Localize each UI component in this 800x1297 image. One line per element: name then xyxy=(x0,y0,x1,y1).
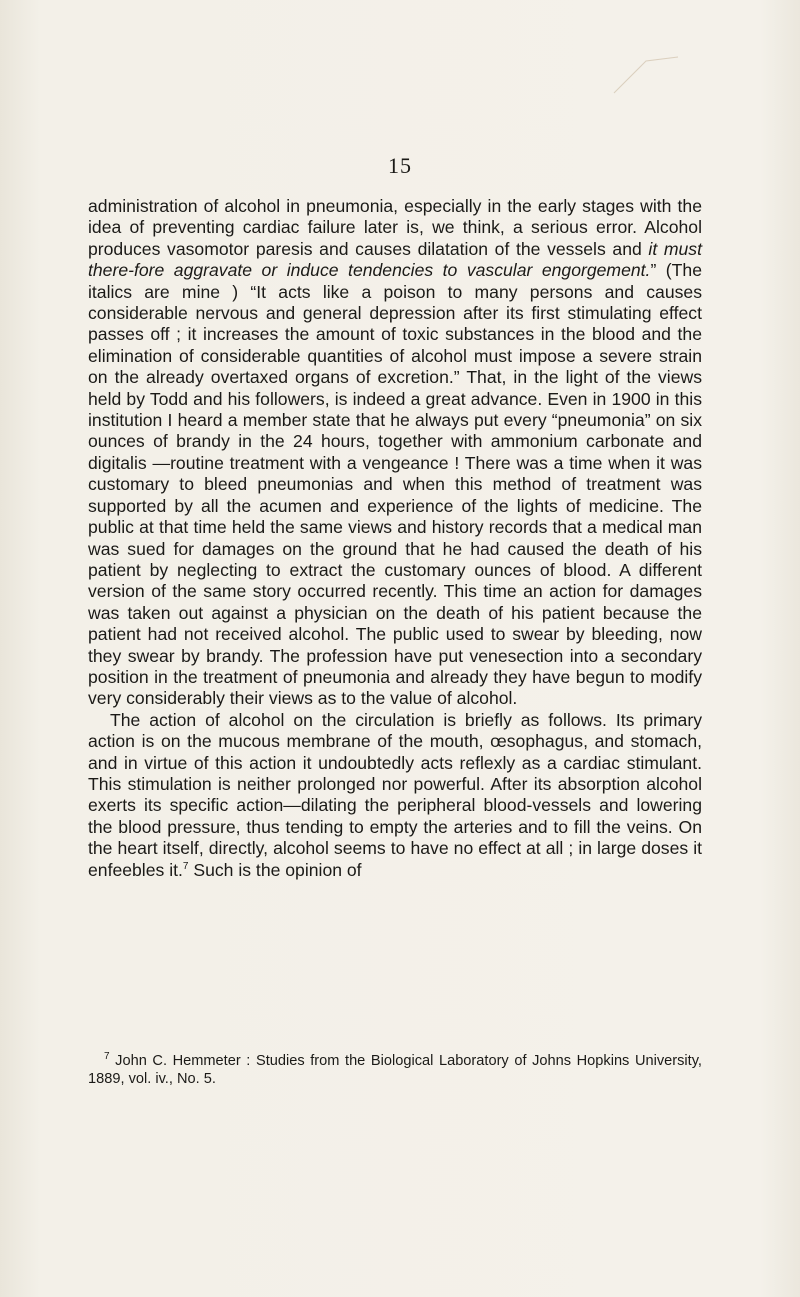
paragraph-2 xyxy=(88,710,702,881)
text-run: Such is the opinion of xyxy=(188,859,362,880)
body-text xyxy=(88,196,702,881)
footnote-reference: 7 xyxy=(182,860,189,872)
footnote-mark: 7 xyxy=(104,1051,110,1063)
text-run: administration of alcohol in pneumonia, especially in the early stages with the idea of preventing cardiac failure later is, we think, a serious error. Alcohol produces vasomotor paresis and causes dilatation of the vessels and xyxy=(88,196,702,259)
footnote-text: John C. Hemmeter : Studies from the Biological Laboratory of Johns Hopkins University, 1889, vol. iv., No. 5. xyxy=(88,1053,702,1087)
italic-run: it must there-fore aggravate or induce tendencies to vascular engorgement. xyxy=(88,238,702,281)
page-number: 15 xyxy=(388,153,412,178)
text-run: The action of alcohol on the circulation is briefly as follows. Its primary action is on the mucous membrane of the mouth, œsophagus, and stomach, and in virtue of this action it undoubtedly acts reflexly as a cardiac stimulant. This stimulation is neither prolonged nor powerful. After its absorption alcohol exerts its specific action—dilating the peripheral blood-vessels and lowering the blood pressure, thus tending to empty the arteries and to fill the veins. On the heart itself, directly, alcohol seems to have no effect at all ; in large doses it enfeebles it. xyxy=(88,709,702,880)
footnote xyxy=(88,1052,702,1088)
text-run: ” (The italics are mine ) “It acts like a poison to many persons and causes considerable nervous and general depression after its first stimulating effect passes off ; it increases the amount of toxic substances in the blood and the elimination of considerable quantities of alcohol must impose a severe strain on the already overtaxed organs of excretion.” That, in the light of the views held by Todd and his followers, is indeed a great advance. Even in 1900 in this institution I heard a member state that he always put every “pneumonia” on six ounces of brandy in the 24 hours, together with ammonium carbonate and digitalis —routine treatment with a vengeance ! There was a time when it was customary to bleed pneumonias and when this method of treatment was supported by all the acumen and experience of the lights of medicine. The public at that time held the same views and history records that a medical man was sued for damages on the ground that he had caused the death of his patient by neglecting to extract the customary ounces of blood. A different version of the same story occurred recently. This time an action for damages was taken out against a physician on the death of his patient because the patient had not received alcohol. The public used to swear by bleeding, now they swear by brandy. The profession have put venesection into a secondary position in the treatment of pneumonia and already they have begun to modify very considerably their views as to the value of alcohol. xyxy=(88,260,702,709)
pencil-mark xyxy=(612,55,682,95)
paragraph-1 xyxy=(88,196,702,710)
footnote-body xyxy=(88,1052,702,1088)
